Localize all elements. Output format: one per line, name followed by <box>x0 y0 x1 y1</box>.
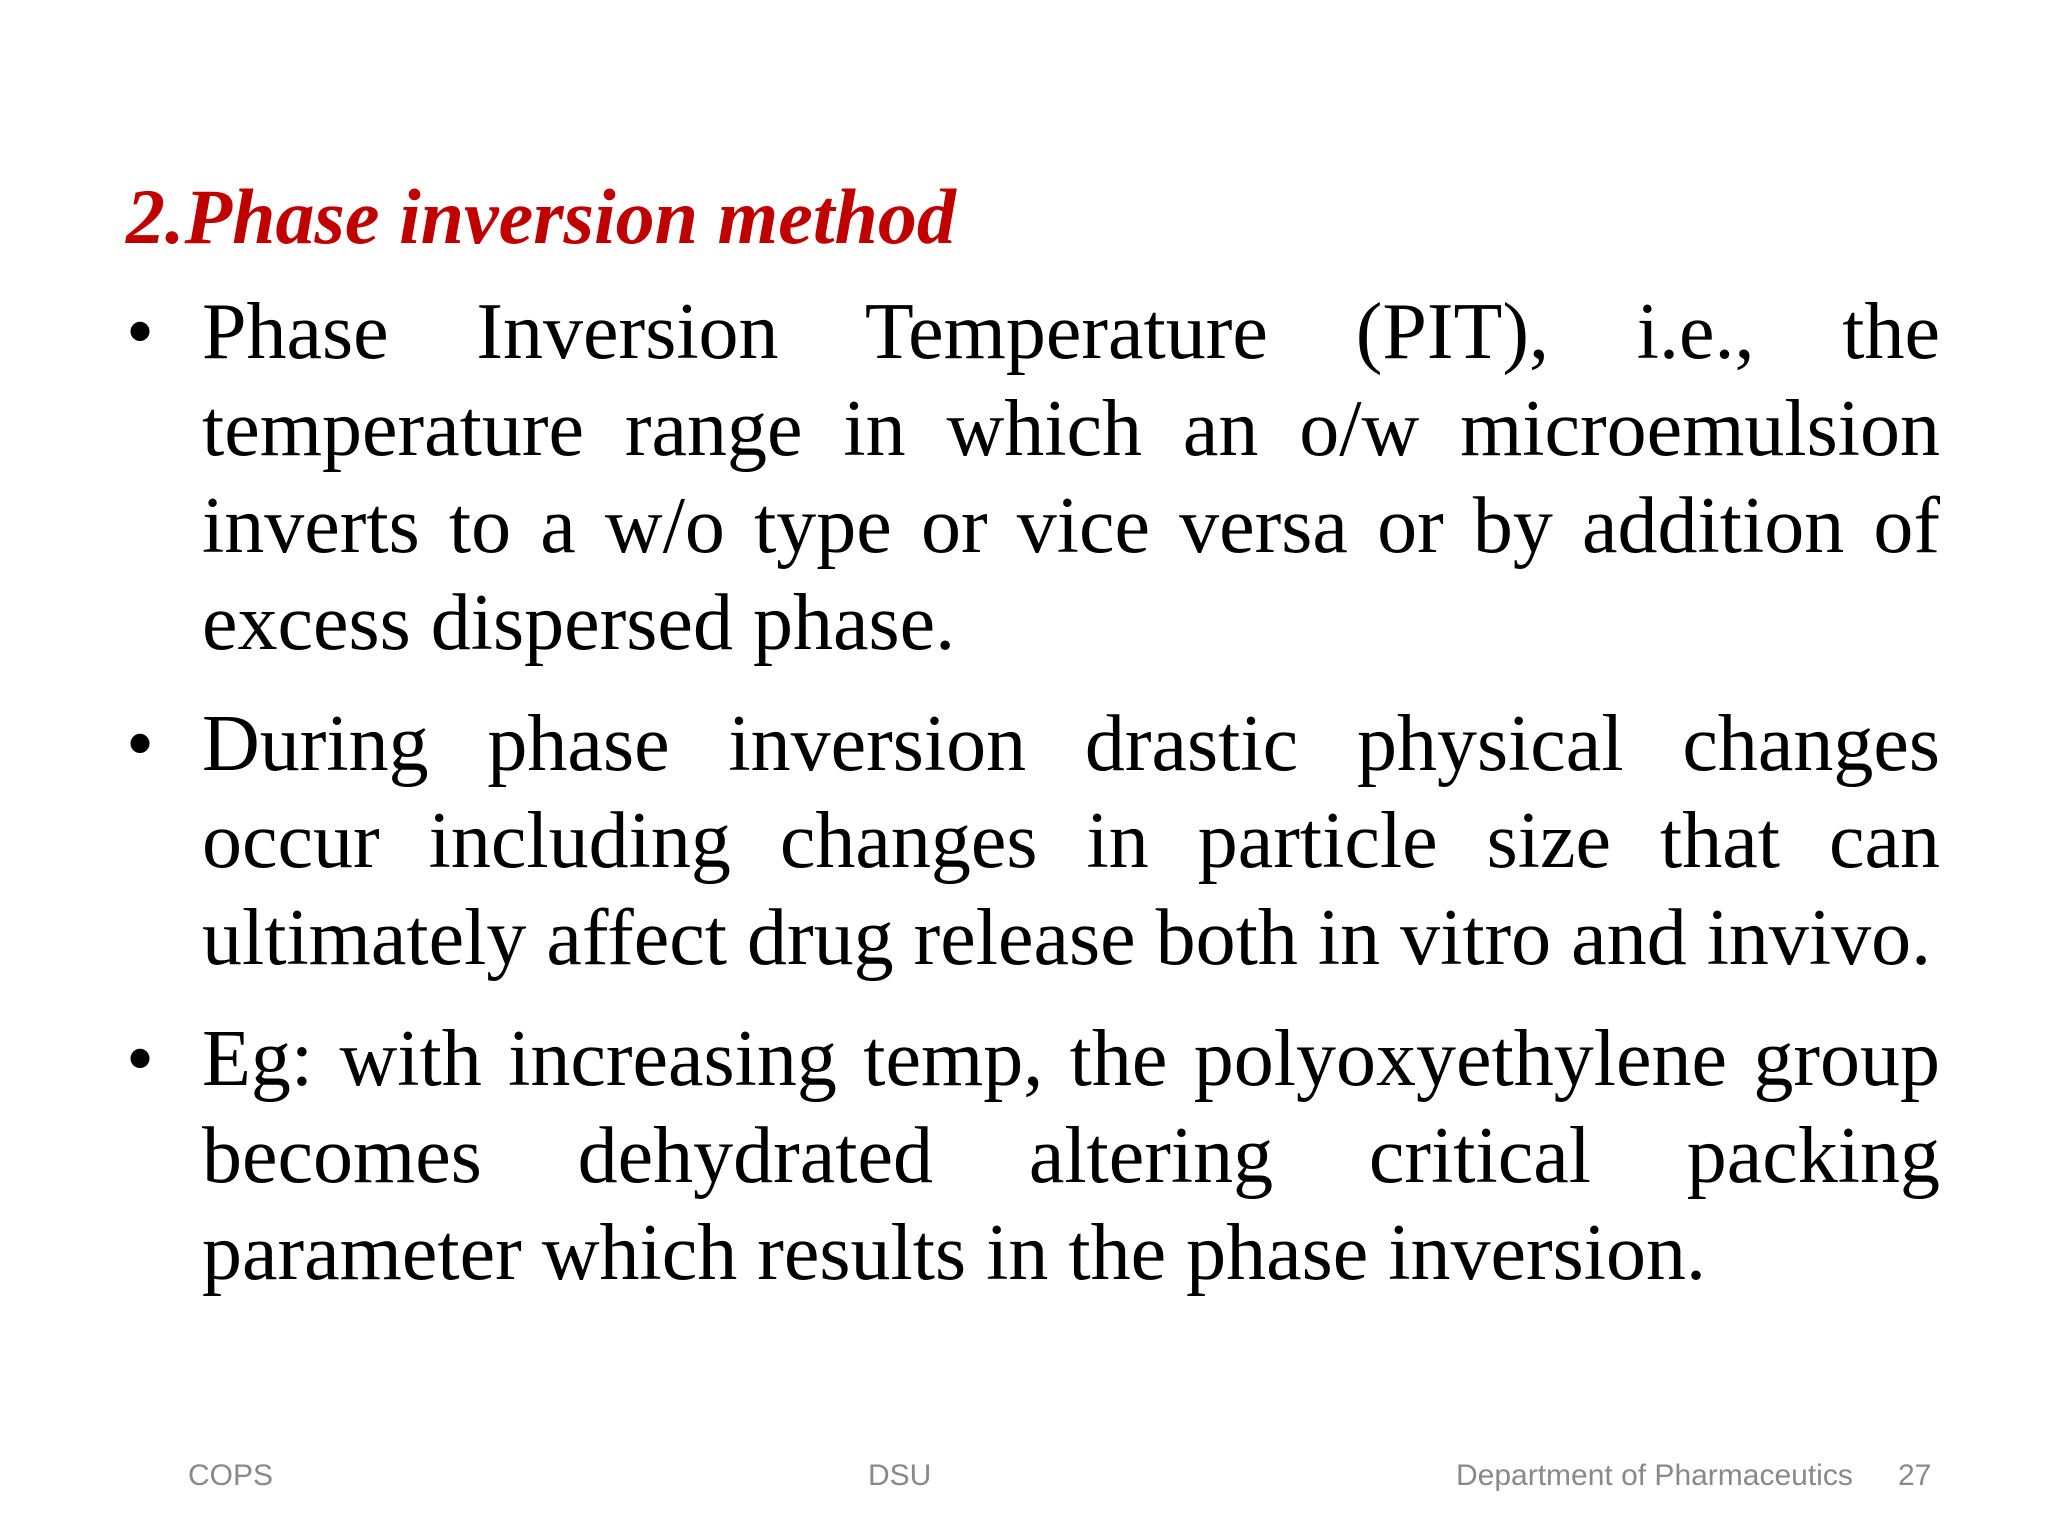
bullet-text: During phase inversion drastic physical changes occur including changes in particle size that can ultimately affect drug release both in vitro and invivo. <box>202 700 1940 982</box>
footer-left-label: COPS <box>188 1459 274 1492</box>
bullet-list <box>126 284 1940 1326</box>
bullet-icon: • <box>126 288 155 376</box>
bullet-icon: • <box>126 700 155 788</box>
slide-page-number: 27 <box>1898 1459 1932 1492</box>
bullet-text: Eg: with increasing temp, the polyoxyethylene group becomes dehydrated altering critical packing parameter which results in the phase inversion. <box>202 1015 1940 1297</box>
footer-department-label: Department of Pharmaceutics <box>1456 1459 1853 1492</box>
bullet-text: Phase Inversion Temperature (PIT), i.e., the temperature range in which an o/w microemulsion inverts to a w/o type or vice versa or by addition of excess dispersed phase. <box>202 288 1940 667</box>
bullet-item <box>126 284 1940 672</box>
footer-center-label: DSU <box>868 1459 932 1492</box>
slide-title: 2.Phase inversion method <box>126 173 956 260</box>
bullet-item <box>126 696 1940 987</box>
bullet-icon: • <box>126 1015 155 1103</box>
bullet-item <box>126 1011 1940 1302</box>
